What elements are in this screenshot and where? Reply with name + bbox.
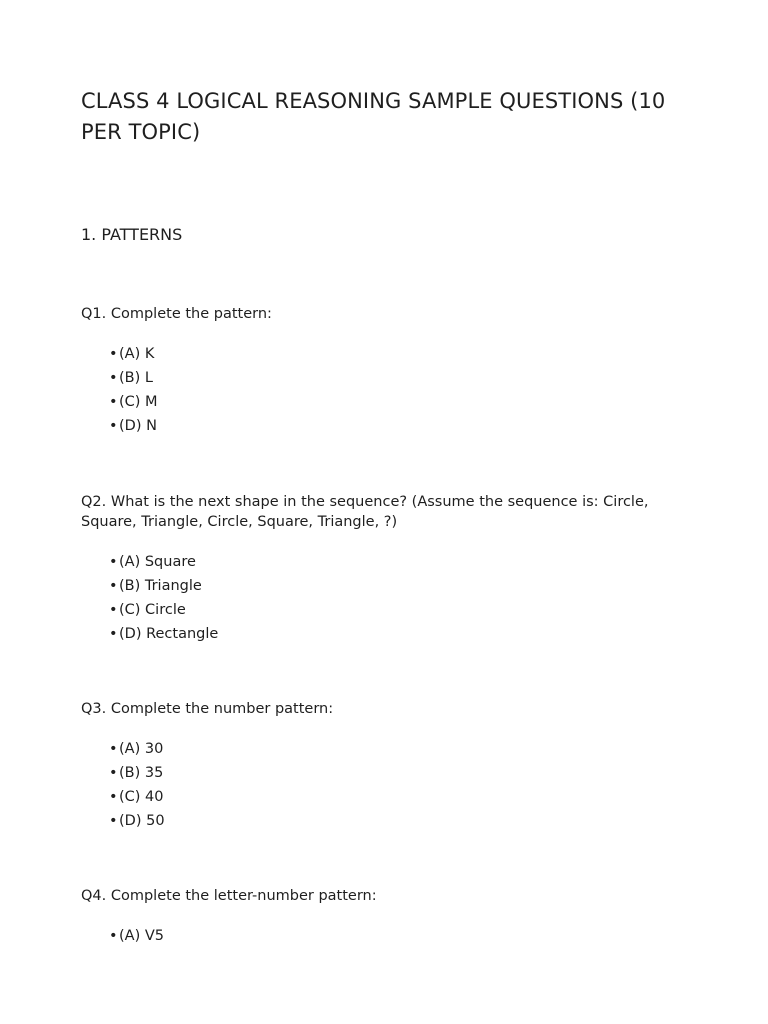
option-item bbox=[109, 414, 158, 438]
bullet-icon: • bbox=[109, 554, 118, 570]
bullet-icon: • bbox=[109, 346, 118, 362]
option-item bbox=[109, 809, 165, 833]
option-label: (A) V5 bbox=[119, 928, 164, 944]
bullet-icon: • bbox=[109, 813, 118, 829]
bullet-icon: • bbox=[109, 765, 118, 781]
bullet-icon: • bbox=[109, 418, 118, 434]
option-item bbox=[109, 366, 158, 390]
section-heading-patterns: 1. PATTERNS bbox=[81, 225, 183, 244]
option-item bbox=[109, 550, 218, 574]
question-2: Q2. What is the next shape in the sequence? (Assume the sequence is: Circle, Square, Triangle, Circle, Square, Triangle, ?) bbox=[81, 494, 649, 530]
option-item bbox=[109, 342, 158, 366]
document-title: CLASS 4 LOGICAL REASONING SAMPLE QUESTIONS (10 PER TOPIC) bbox=[81, 89, 666, 144]
option-label: (A) 30 bbox=[119, 741, 164, 757]
bullet-icon: • bbox=[109, 789, 118, 805]
bullet-icon: • bbox=[109, 602, 118, 618]
option-label: (B) L bbox=[119, 370, 153, 386]
question-1-options bbox=[109, 342, 158, 438]
option-item bbox=[109, 574, 218, 598]
question-2-options bbox=[109, 550, 218, 646]
option-label: (D) 50 bbox=[119, 813, 165, 829]
option-label: (D) N bbox=[119, 418, 157, 434]
bullet-icon: • bbox=[109, 370, 118, 386]
option-label: (C) M bbox=[119, 394, 158, 410]
option-label: (B) 35 bbox=[119, 765, 164, 781]
bullet-icon: • bbox=[109, 394, 118, 410]
option-item bbox=[109, 622, 218, 646]
question-4: Q4. Complete the letter-number pattern: bbox=[81, 888, 377, 904]
question-1: Q1. Complete the pattern: bbox=[81, 306, 272, 322]
option-item bbox=[109, 785, 165, 809]
option-item bbox=[109, 598, 218, 622]
question-3: Q3. Complete the number pattern: bbox=[81, 701, 334, 717]
question-4-options bbox=[109, 924, 164, 948]
bullet-icon: • bbox=[109, 626, 118, 642]
option-item bbox=[109, 737, 165, 761]
option-label: (A) Square bbox=[119, 554, 196, 570]
bullet-icon: • bbox=[109, 578, 118, 594]
bullet-icon: • bbox=[109, 928, 118, 944]
option-label: (A) K bbox=[119, 346, 155, 362]
option-item bbox=[109, 761, 165, 785]
option-item bbox=[109, 924, 164, 948]
option-label: (D) Rectangle bbox=[119, 626, 219, 642]
question-3-options bbox=[109, 737, 165, 833]
option-item bbox=[109, 390, 158, 414]
option-label: (B) Triangle bbox=[119, 578, 202, 594]
bullet-icon: • bbox=[109, 741, 118, 757]
option-label: (C) Circle bbox=[119, 602, 186, 618]
option-label: (C) 40 bbox=[119, 789, 164, 805]
